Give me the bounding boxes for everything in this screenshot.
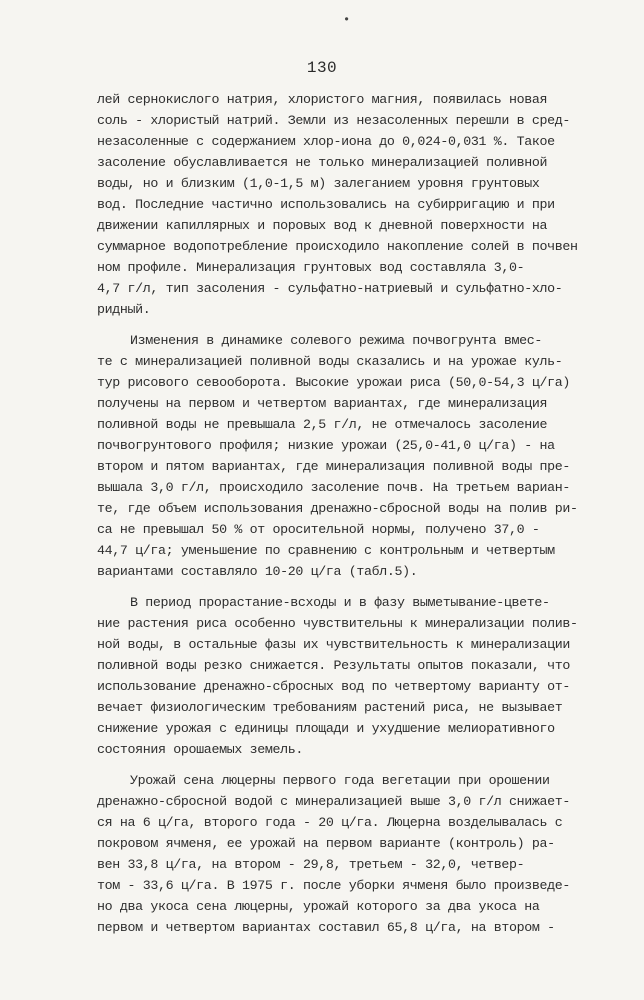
- text-line: лей сернокислого натрия, хлористого магния, появилась новая: [97, 92, 548, 107]
- text-line: том - 33,6 ц/га. В 1975 г. после уборки ячменя было произведе-: [97, 878, 571, 893]
- text-line: покровом ячменя, ее урожай на первом варианте (контроль) ра-: [97, 836, 555, 851]
- text-line: воды, но и близким (1,0-1,5 м) залеганием уровня грунтовых: [97, 176, 540, 191]
- text-line: состояния орошаемых земель.: [97, 742, 303, 757]
- page-number: 130: [306, 59, 338, 77]
- scan-mark: •: [343, 13, 351, 27]
- text-line: но два укоса сена люцерны, урожай которого за два укоса на: [97, 899, 540, 914]
- text-line: 4,7 г/л, тип засоления - сульфатно-натриевый и сульфатно-хло-: [97, 281, 563, 296]
- text-line: поливной воды резко снижается. Результаты опытов показали, что: [97, 658, 571, 673]
- text-line: ной воды, в остальные фазы их чувствительность к минерализации: [97, 637, 571, 652]
- text-line: соль - хлористый натрий. Земли из незасоленных перешли в сред-: [97, 113, 571, 128]
- text-line: засоление обуславливается не только минерализацией поливной: [97, 155, 548, 170]
- text-line: те с минерализацией поливной воды сказались и на урожае куль-: [97, 354, 563, 369]
- text-line: получены на первом и четвертом вариантах, где минерализация: [97, 396, 548, 411]
- text-line: вариантами составляло 10-20 ц/га (табл.5).: [97, 564, 418, 579]
- paragraph-first-line: В период прорастание-всходы и в фазу выметывание-цвете-: [130, 595, 550, 610]
- text-line: поливной воды не превышала 2,5 г/л, не отмечалось засоление: [97, 417, 548, 432]
- paragraph-first-line: Изменения в динамике солевого режима почвогрунта вмес-: [130, 333, 542, 348]
- text-line: ридный.: [97, 302, 151, 317]
- text-line: втором и пятом вариантах, где минерализация поливной воды пре-: [97, 459, 571, 474]
- text-line: ние растения риса особенно чувствительны к минерализации полив-: [97, 616, 578, 631]
- text-line: незасоленные с содержанием хлор-иона до 0,024-0,031 %. Такое: [97, 134, 555, 149]
- text-line: вышала 3,0 г/л, происходило засоление почв. На третьем вариан-: [97, 480, 571, 495]
- text-line: снижение урожая с единицы площади и ухудшение мелиоративного: [97, 721, 555, 736]
- text-line: первом и четвертом вариантах составил 65,8 ц/га, на втором -: [97, 920, 555, 935]
- text-line: использование дренажно-сбросных вод по четвертому варианту от-: [97, 679, 571, 694]
- text-line: тур рисового севооборота. Высокие урожаи риса (50,0-54,3 ц/га): [97, 375, 571, 390]
- text-line: ном профиле. Минерализация грунтовых вод составляла 3,0-: [97, 260, 525, 275]
- text-line: дренажно-сбросной водой с минерализацией выше 3,0 г/л снижает-: [97, 794, 571, 809]
- text-line: са не превышал 50 % от оросительной нормы, получено 37,0 -: [97, 522, 540, 537]
- paragraph-first-line: Урожай сена люцерны первого года вегетации при орошении: [130, 773, 550, 788]
- text-line: движении капиллярных и поровых вод к дневной поверхности на: [97, 218, 548, 233]
- text-line: вечает физиологическим требованиям растений риса, не вызывает: [97, 700, 563, 715]
- text-line: суммарное водопотребление происходило накопление солей в почвен: [97, 239, 578, 254]
- text-line: вод. Последние частично использовались на субирригацию и при: [97, 197, 555, 212]
- text-line: те, где объем использования дренажно-сбросной воды на полив ри-: [97, 501, 578, 516]
- text-line: вен 33,8 ц/га, на втором - 29,8, третьем - 32,0, четвер-: [97, 857, 525, 872]
- text-line: 44,7 ц/га; уменьшение по сравнению с контрольным и четвертым: [97, 543, 555, 558]
- text-line: ся на 6 ц/га, второго года - 20 ц/га. Люцерна возделывалась с: [97, 815, 563, 830]
- text-line: почвогрунтового профиля; низкие урожаи (25,0-41,0 ц/га) - на: [97, 438, 555, 453]
